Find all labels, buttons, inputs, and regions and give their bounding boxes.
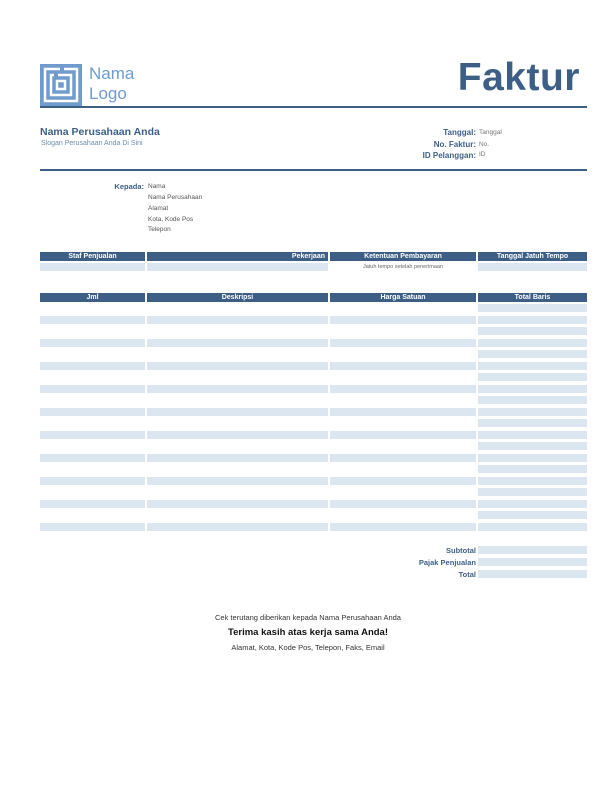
item-cell-line-total[interactable] <box>478 396 587 404</box>
item-cell-qty[interactable] <box>40 373 145 381</box>
item-cell-line-total[interactable] <box>478 339 587 347</box>
item-cell-unit-price[interactable] <box>330 442 476 450</box>
item-cell-line-total[interactable] <box>478 350 587 358</box>
total-value[interactable] <box>478 570 587 578</box>
item-cell-description[interactable] <box>147 431 328 439</box>
item-cell-unit-price[interactable] <box>330 454 476 462</box>
item-cell-qty[interactable] <box>40 350 145 358</box>
company-name: Nama Perusahaan Anda <box>40 126 160 138</box>
item-cell-unit-price[interactable] <box>330 408 476 416</box>
item-cell-line-total[interactable] <box>478 362 587 370</box>
item-cell-qty[interactable] <box>40 511 145 519</box>
item-cell-description[interactable] <box>147 488 328 496</box>
sales-cell-job[interactable] <box>147 263 328 271</box>
item-cell-line-total[interactable] <box>478 442 587 450</box>
logo-maze-icon <box>40 64 82 106</box>
total-label: Total <box>458 570 476 579</box>
company-slogan: Slogan Perusahaan Anda Di Sini <box>41 140 143 147</box>
item-cell-unit-price[interactable] <box>330 339 476 347</box>
item-cell-qty[interactable] <box>40 362 145 370</box>
item-cell-description[interactable] <box>147 477 328 485</box>
recipient-city-postcode: Kota, Kode Pos <box>148 216 194 223</box>
subtotal-label: Subtotal <box>446 546 476 555</box>
item-cell-unit-price[interactable] <box>330 431 476 439</box>
sales-tax-label: Pajak Penjualan <box>418 558 476 567</box>
thank-you-message: Terima kasih atas kerja sama Anda! <box>228 627 388 638</box>
item-cell-qty[interactable] <box>40 304 145 312</box>
contact-line: Alamat, Kota, Kode Pos, Telepon, Faks, Email <box>231 643 385 652</box>
recipient-name: Nama <box>148 183 166 190</box>
item-cell-line-total[interactable] <box>478 511 587 519</box>
item-cell-qty[interactable] <box>40 419 145 427</box>
item-cell-qty[interactable] <box>40 316 145 324</box>
item-cell-unit-price[interactable] <box>330 419 476 427</box>
company-logo <box>40 64 82 106</box>
item-cell-unit-price[interactable] <box>330 316 476 324</box>
item-cell-description[interactable] <box>147 465 328 473</box>
sales-header-job-label: Pekerjaan <box>291 253 325 260</box>
item-cell-unit-price[interactable] <box>330 373 476 381</box>
item-cell-line-total[interactable] <box>478 431 587 439</box>
item-cell-unit-price[interactable] <box>330 350 476 358</box>
item-cell-description[interactable] <box>147 339 328 347</box>
payable-to-line: Cek terutang diberikan kepada Nama Perusahaan Anda <box>215 613 401 622</box>
item-cell-description[interactable] <box>147 396 328 404</box>
item-cell-description[interactable] <box>147 350 328 358</box>
item-cell-description[interactable] <box>147 327 328 335</box>
item-cell-unit-price[interactable] <box>330 327 476 335</box>
item-cell-description[interactable] <box>147 500 328 508</box>
item-cell-unit-price[interactable] <box>330 396 476 404</box>
item-cell-line-total[interactable] <box>478 465 587 473</box>
item-cell-description[interactable] <box>147 408 328 416</box>
item-cell-qty[interactable] <box>40 339 145 347</box>
sales-cell-staff[interactable] <box>40 263 145 271</box>
customer-id-value: ID <box>479 151 486 158</box>
item-cell-qty[interactable] <box>40 488 145 496</box>
item-cell-unit-price[interactable] <box>330 477 476 485</box>
item-cell-unit-price[interactable] <box>330 500 476 508</box>
item-cell-unit-price[interactable] <box>330 385 476 393</box>
item-cell-qty[interactable] <box>40 431 145 439</box>
invoice-number-label: No. Faktur: <box>433 140 476 149</box>
recipient-company: Nama Perusahaan <box>148 194 203 201</box>
invoice-number-value: No. <box>479 141 490 148</box>
item-cell-line-total[interactable] <box>478 454 587 462</box>
item-cell-line-total[interactable] <box>478 385 587 393</box>
subtotal-value[interactable] <box>478 546 587 554</box>
item-cell-unit-price[interactable] <box>330 523 476 531</box>
item-cell-qty[interactable] <box>40 477 145 485</box>
item-cell-description[interactable] <box>147 454 328 462</box>
item-cell-unit-price[interactable] <box>330 304 476 312</box>
item-cell-description[interactable] <box>147 385 328 393</box>
customer-id-label: ID Pelanggan: <box>422 151 476 160</box>
sales-tax-value[interactable] <box>478 558 587 566</box>
item-cell-line-total[interactable] <box>478 523 587 531</box>
sales-cell-payment-terms[interactable]: Jatuh tempo setelah penerimaan <box>362 264 444 270</box>
item-cell-description[interactable] <box>147 419 328 427</box>
items-header-line-total: Total Baris <box>478 293 587 302</box>
item-cell-line-total[interactable] <box>478 419 587 427</box>
item-cell-line-total[interactable] <box>478 316 587 324</box>
header-divider <box>40 106 587 108</box>
item-cell-qty[interactable] <box>40 396 145 404</box>
sales-header-staff: Staf Penjualan <box>40 252 145 261</box>
logo-placeholder-text <box>89 64 134 104</box>
recipient-phone: Telepon <box>148 226 171 233</box>
recipient-address: Alamat <box>148 205 169 212</box>
item-cell-description[interactable] <box>147 316 328 324</box>
document-title: Faktur <box>457 56 580 99</box>
items-header-qty: Jml <box>40 293 145 302</box>
item-cell-line-total[interactable] <box>478 488 587 496</box>
item-cell-description[interactable] <box>147 523 328 531</box>
items-header-description: Deskripsi <box>147 293 328 302</box>
item-cell-line-total[interactable] <box>478 500 587 508</box>
recipient-label: Kepada: <box>114 182 144 191</box>
item-cell-unit-price[interactable] <box>330 511 476 519</box>
items-header-unit-price: Harga Satuan <box>330 293 476 302</box>
item-cell-description[interactable] <box>147 373 328 381</box>
item-cell-qty[interactable] <box>40 465 145 473</box>
sales-cell-due-date[interactable] <box>478 263 587 271</box>
item-cell-description[interactable] <box>147 511 328 519</box>
company-divider <box>40 169 587 171</box>
sales-header-job <box>147 252 328 261</box>
item-cell-qty[interactable] <box>40 523 145 531</box>
item-cell-line-total[interactable] <box>478 408 587 416</box>
item-cell-qty[interactable] <box>40 385 145 393</box>
logo-line-1: Nama <box>89 64 135 83</box>
item-cell-unit-price[interactable] <box>330 488 476 496</box>
item-cell-qty[interactable] <box>40 454 145 462</box>
item-cell-unit-price[interactable] <box>330 465 476 473</box>
logo-line-2: Logo <box>89 84 127 103</box>
sales-header-due-date: Tanggal Jatuh Tempo <box>478 252 587 261</box>
sales-header-payment-terms: Ketentuan Pembayaran <box>330 252 476 261</box>
item-cell-unit-price[interactable] <box>330 362 476 370</box>
date-label: Tanggal: <box>443 128 476 137</box>
item-cell-qty[interactable] <box>40 327 145 335</box>
item-cell-line-total[interactable] <box>478 304 587 312</box>
item-cell-qty[interactable] <box>40 408 145 416</box>
item-cell-line-total[interactable] <box>478 373 587 381</box>
item-cell-description[interactable] <box>147 362 328 370</box>
item-cell-description[interactable] <box>147 304 328 312</box>
item-cell-qty[interactable] <box>40 500 145 508</box>
item-cell-line-total[interactable] <box>478 477 587 485</box>
item-cell-qty[interactable] <box>40 442 145 450</box>
item-cell-description[interactable] <box>147 442 328 450</box>
item-cell-line-total[interactable] <box>478 327 587 335</box>
date-value: Tanggal <box>479 129 502 136</box>
